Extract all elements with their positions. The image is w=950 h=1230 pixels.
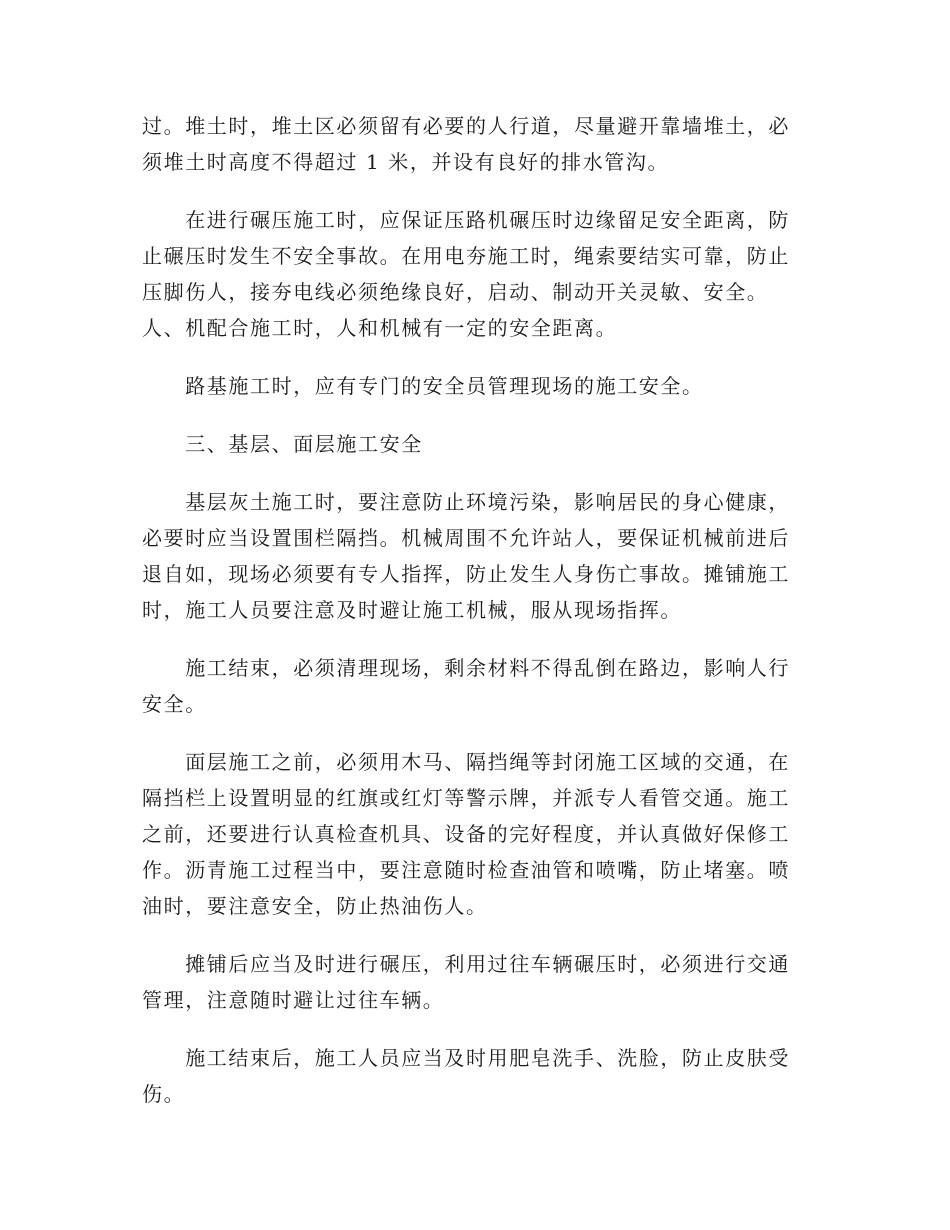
section-heading: 三、基层、面层施工安全 bbox=[142, 432, 423, 456]
paragraph-4: 基层灰土施工时，要注意防止环境污染，影响居民的身心健康， 必要时应当设置围栏隔挡。机械周围不允许站人，要保证机械前进后 退自如，现场必须要有专人指挥，防止发生人身伤亡事故。摊铺施工 时，施工人员要注意及时避让施工机械，服从现场指挥。 bbox=[142, 490, 790, 622]
paragraph-8: 施工结束后，施工人员应当及时用肥皂洗手、洗脸，防止皮肤受 伤。 bbox=[142, 1046, 790, 1106]
document-body bbox=[142, 108, 794, 1134]
paragraph-3: 路基施工时，应有专门的安全员管理现场的施工安全。 bbox=[142, 374, 704, 398]
paragraph-5: 施工结束，必须清理现场，剩余材料不得乱倒在路边，影响人行 安全。 bbox=[142, 656, 790, 716]
paragraph-6: 面层施工之前，必须用木马、隔挡绳等封闭施工区域的交通，在 隔挡栏上设置明显的红旗或红灯等警示牌，并派专人看管交通。施工 之前，还要进行认真检查机具、设备的完好程度，并认真做好保修工 作。沥青施工过程当中，要注意随时检查油管和喷嘴，防止堵塞。喷 油时，要注意安全，防止热油伤人。 bbox=[142, 750, 790, 918]
paragraph-7: 摊铺后应当及时进行碾压，利用过往车辆碾压时，必须进行交通 管理，注意随时避让过往车辆。 bbox=[142, 952, 790, 1012]
paragraph-2: 在进行碾压施工时，应保证压路机碾压时边缘留足安全距离，防 止碾压时发生不安全事故。在用电夯施工时，绳索要结实可靠，防止 压脚伤人，接夯电线必须绝缘良好，启动、制动开关灵敏、安全。 人、机配合施工时，人和机械有一定的安全距离。 bbox=[142, 208, 790, 340]
paragraph-1: 过。堆土时，堆土区必须留有必要的人行道，尽量避开靠墙堆土，必 须堆土时高度不得超过 1 米，并设有良好的排水管沟。 bbox=[142, 114, 790, 174]
